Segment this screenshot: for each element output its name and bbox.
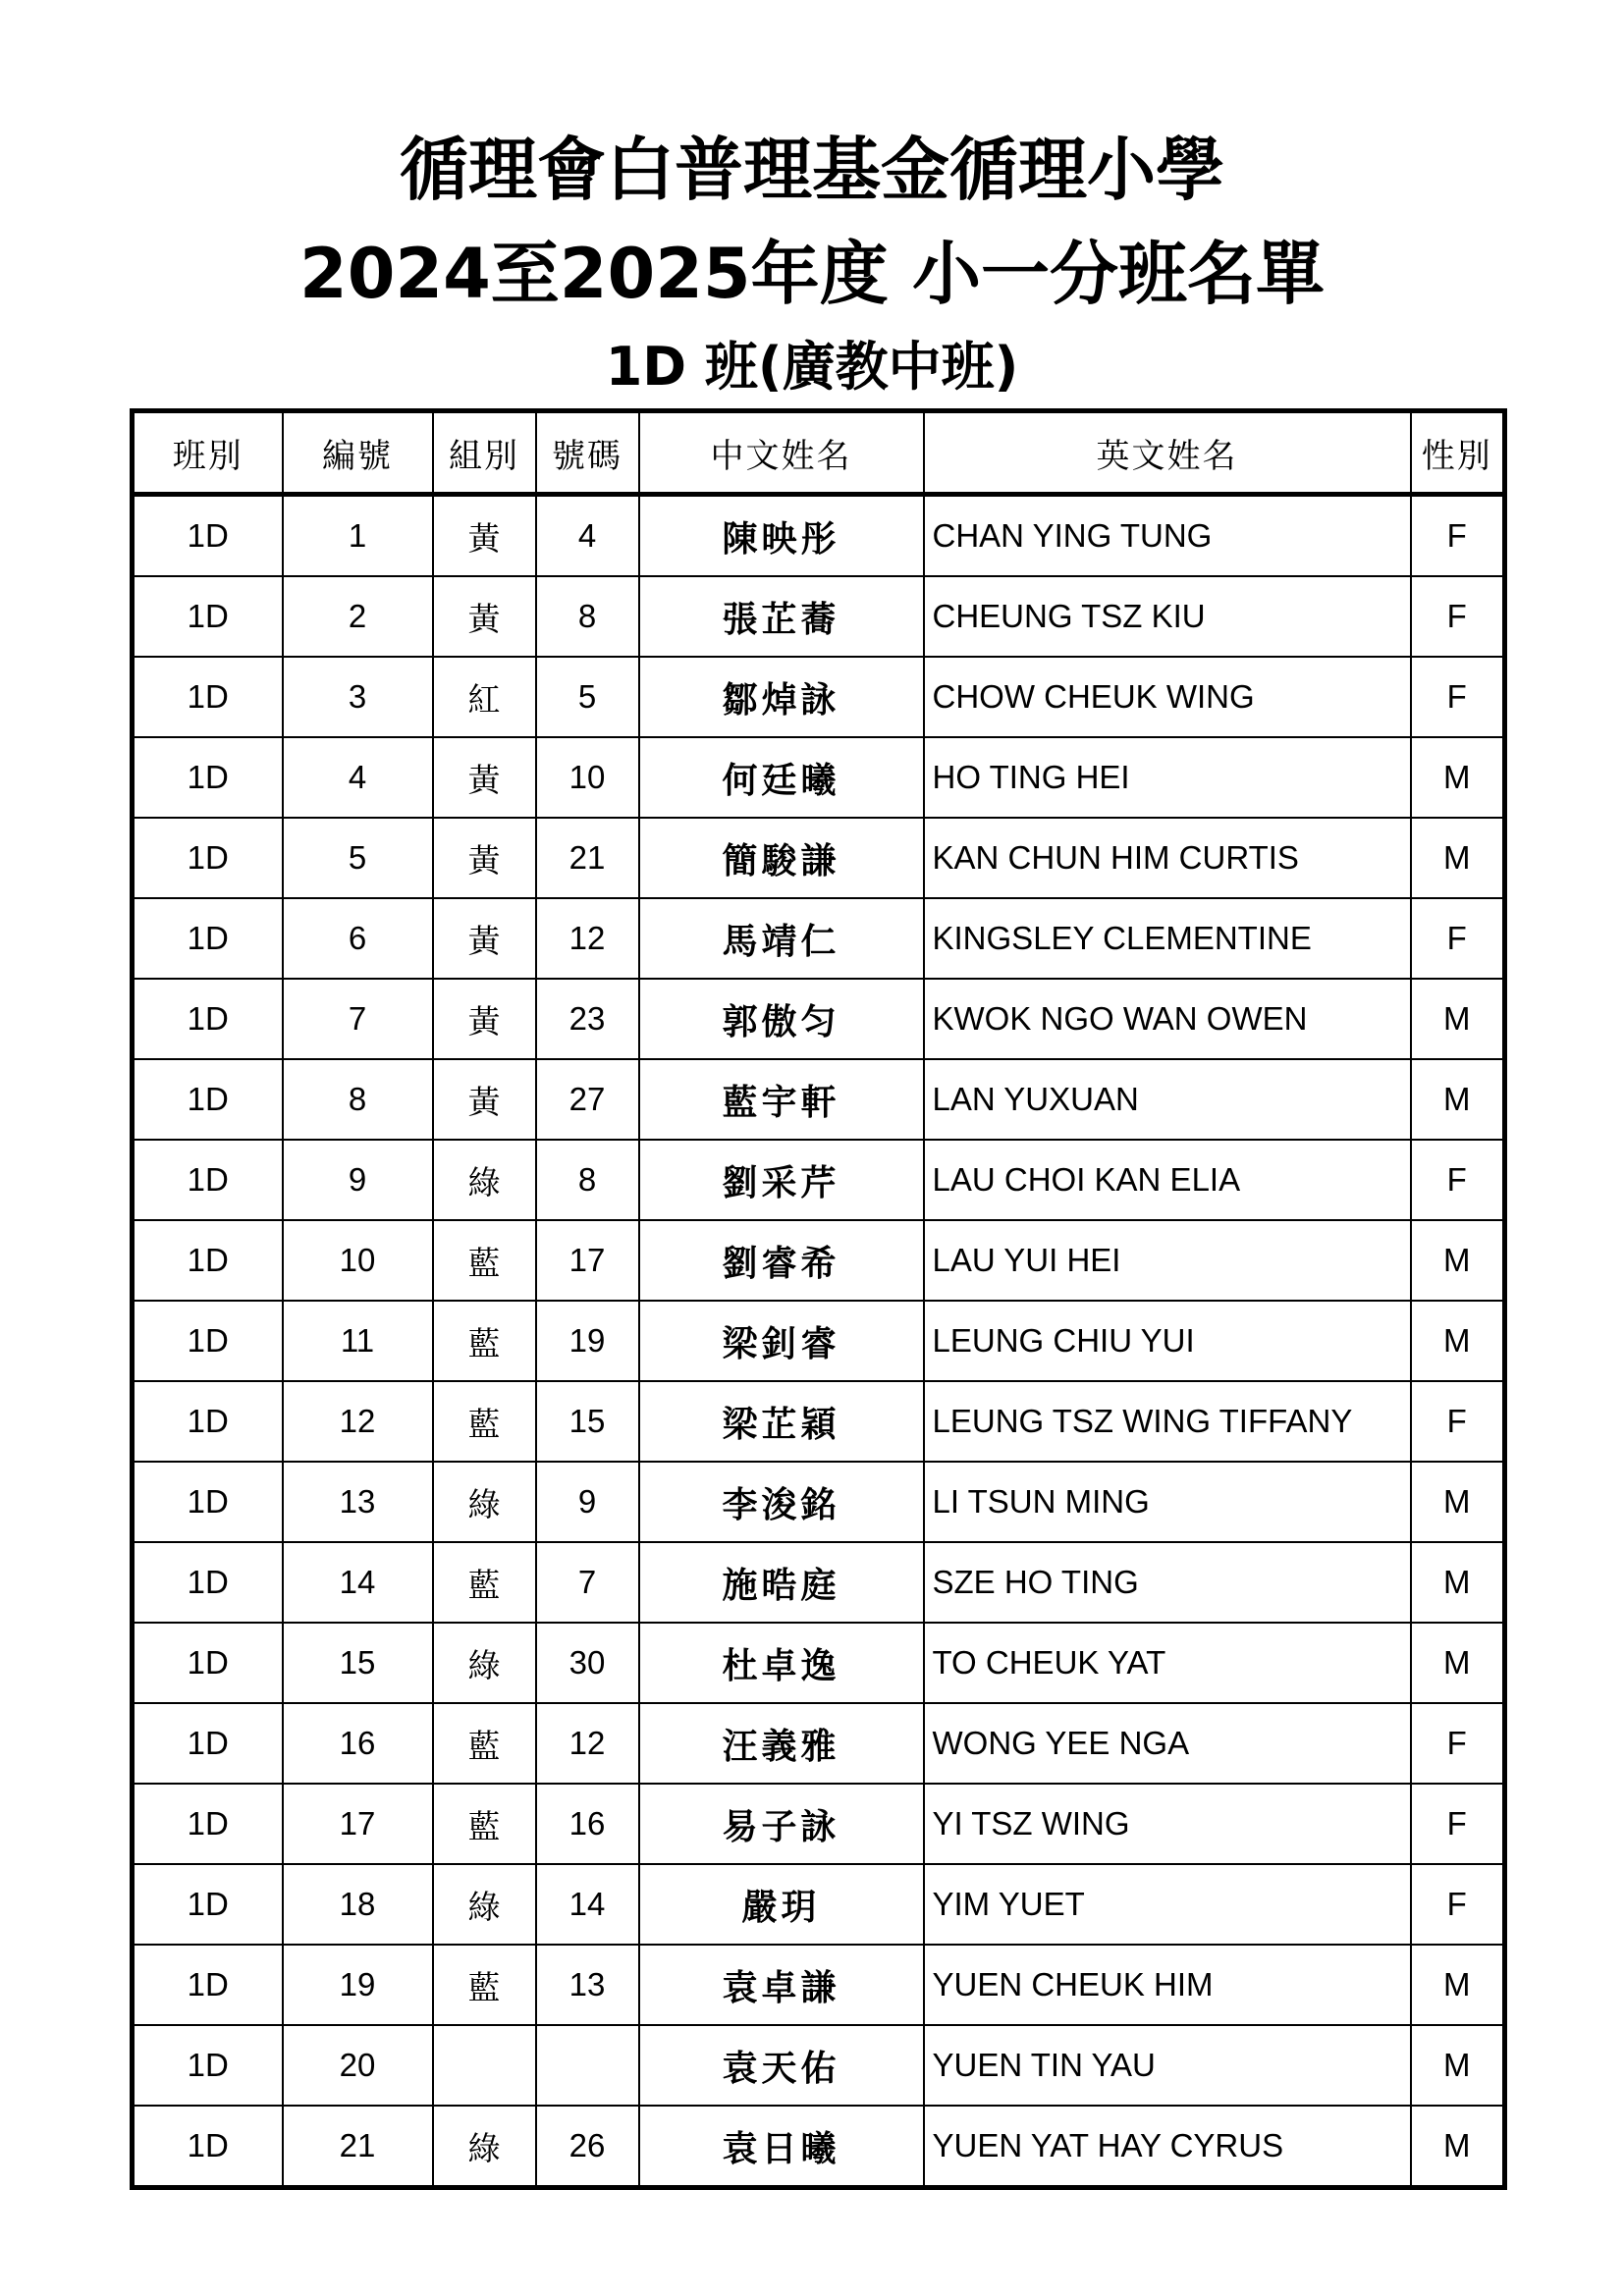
- cell-number: 14: [536, 1864, 639, 1945]
- header-row: [133, 411, 1505, 495]
- cell-gender: M: [1411, 1542, 1505, 1623]
- cell-number: 13: [536, 1945, 639, 2025]
- cell-gender: M: [1411, 1623, 1505, 1703]
- cell-class: 1D: [133, 1220, 283, 1301]
- cell-number: 23: [536, 979, 639, 1059]
- cell-number: 4: [536, 495, 639, 577]
- table-row: [133, 576, 1505, 657]
- roster-body: [133, 495, 1505, 2188]
- cell-class: 1D: [133, 1059, 283, 1140]
- table-row: [133, 657, 1505, 737]
- table-row: [133, 818, 1505, 898]
- cell-class: 1D: [133, 2025, 283, 2106]
- cell-number: 26: [536, 2106, 639, 2188]
- cell-chinese-name: 梁芷穎: [639, 1381, 924, 1462]
- cell-english-name: WONG YEE NGA: [924, 1703, 1411, 1784]
- cell-chinese-name: 鄒焯詠: [639, 657, 924, 737]
- cell-class: 1D: [133, 576, 283, 657]
- cell-english-name: YIM YUET: [924, 1864, 1411, 1945]
- cell-gender: M: [1411, 1945, 1505, 2025]
- cell-number: 30: [536, 1623, 639, 1703]
- cell-gender: F: [1411, 898, 1505, 979]
- cell-group: 藍: [433, 1784, 536, 1864]
- cell-class: 1D: [133, 1542, 283, 1623]
- cell-english-name: KAN CHUN HIM CURTIS: [924, 818, 1411, 898]
- cell-gender: M: [1411, 2106, 1505, 2188]
- cell-number: 8: [536, 1140, 639, 1220]
- table-row: [133, 1784, 1505, 1864]
- cell-english-name: HO TING HEI: [924, 737, 1411, 818]
- cell-group: 藍: [433, 1542, 536, 1623]
- table-row: [133, 979, 1505, 1059]
- cell-number: 12: [536, 898, 639, 979]
- cell-english-name: YUEN TIN YAU: [924, 2025, 1411, 2106]
- cell-class: 1D: [133, 495, 283, 577]
- cell-no: 13: [283, 1462, 433, 1542]
- cell-english-name: YUEN YAT HAY CYRUS: [924, 2106, 1411, 2188]
- cell-no: 6: [283, 898, 433, 979]
- cell-class: 1D: [133, 1381, 283, 1462]
- table-row: [133, 495, 1505, 577]
- cell-english-name: CHAN YING TUNG: [924, 495, 1411, 577]
- col-header-english-name: 英文姓名: [924, 411, 1411, 495]
- cell-english-name: LAU YUI HEI: [924, 1220, 1411, 1301]
- cell-group: [433, 2025, 536, 2106]
- cell-number: 27: [536, 1059, 639, 1140]
- cell-english-name: CHEUNG TSZ KIU: [924, 576, 1411, 657]
- cell-no: 19: [283, 1945, 433, 2025]
- cell-chinese-name: 何廷曦: [639, 737, 924, 818]
- cell-chinese-name: 藍宇軒: [639, 1059, 924, 1140]
- cell-class: 1D: [133, 1140, 283, 1220]
- cell-class: 1D: [133, 979, 283, 1059]
- cell-group: 綠: [433, 2106, 536, 2188]
- cell-gender: F: [1411, 495, 1505, 577]
- cell-class: 1D: [133, 1462, 283, 1542]
- cell-number: 5: [536, 657, 639, 737]
- cell-english-name: LEUNG TSZ WING TIFFANY: [924, 1381, 1411, 1462]
- cell-gender: F: [1411, 1140, 1505, 1220]
- cell-no: 9: [283, 1140, 433, 1220]
- cell-group: 黃: [433, 576, 536, 657]
- cell-class: 1D: [133, 1623, 283, 1703]
- cell-no: 1: [283, 495, 433, 577]
- cell-gender: F: [1411, 1864, 1505, 1945]
- cell-no: 2: [283, 576, 433, 657]
- cell-group: 黃: [433, 979, 536, 1059]
- cell-number: 21: [536, 818, 639, 898]
- cell-chinese-name: 袁天佑: [639, 2025, 924, 2106]
- cell-number: 15: [536, 1381, 639, 1462]
- cell-class: 1D: [133, 2106, 283, 2188]
- cell-number: 9: [536, 1462, 639, 1542]
- cell-gender: M: [1411, 818, 1505, 898]
- cell-number: [536, 2025, 639, 2106]
- cell-group: 黃: [433, 737, 536, 818]
- cell-no: 8: [283, 1059, 433, 1140]
- cell-class: 1D: [133, 1703, 283, 1784]
- cell-gender: M: [1411, 1220, 1505, 1301]
- cell-group: 黃: [433, 1059, 536, 1140]
- cell-gender: M: [1411, 737, 1505, 818]
- cell-class: 1D: [133, 1301, 283, 1381]
- cell-number: 16: [536, 1784, 639, 1864]
- cell-chinese-name: 李浚銘: [639, 1462, 924, 1542]
- table-row: [133, 1381, 1505, 1462]
- cell-chinese-name: 劉采芹: [639, 1140, 924, 1220]
- table-row: [133, 1864, 1505, 1945]
- table-row: [133, 1220, 1505, 1301]
- col-header-class: 班別: [133, 411, 283, 495]
- cell-chinese-name: 袁卓謙: [639, 1945, 924, 2025]
- cell-no: 10: [283, 1220, 433, 1301]
- cell-group: 黃: [433, 495, 536, 577]
- cell-group: 黃: [433, 818, 536, 898]
- cell-gender: F: [1411, 657, 1505, 737]
- cell-group: 藍: [433, 1703, 536, 1784]
- cell-chinese-name: 嚴玥: [639, 1864, 924, 1945]
- cell-gender: F: [1411, 1784, 1505, 1864]
- table-row: [133, 1623, 1505, 1703]
- cell-group: 綠: [433, 1140, 536, 1220]
- cell-gender: M: [1411, 979, 1505, 1059]
- cell-no: 12: [283, 1381, 433, 1462]
- cell-no: 20: [283, 2025, 433, 2106]
- table-row: [133, 1542, 1505, 1623]
- cell-gender: M: [1411, 1462, 1505, 1542]
- cell-gender: F: [1411, 1381, 1505, 1462]
- cell-english-name: LEUNG CHIU YUI: [924, 1301, 1411, 1381]
- cell-class: 1D: [133, 898, 283, 979]
- cell-chinese-name: 簡駿謙: [639, 818, 924, 898]
- cell-english-name: YUEN CHEUK HIM: [924, 1945, 1411, 2025]
- cell-gender: M: [1411, 1301, 1505, 1381]
- cell-english-name: KWOK NGO WAN OWEN: [924, 979, 1411, 1059]
- table-row: [133, 2025, 1505, 2106]
- table-row: [133, 1945, 1505, 2025]
- col-header-gender: 性別: [1411, 411, 1505, 495]
- cell-number: 8: [536, 576, 639, 657]
- cell-chinese-name: 袁日曦: [639, 2106, 924, 2188]
- col-header-number: 號碼: [536, 411, 639, 495]
- cell-group: 黃: [433, 898, 536, 979]
- cell-group: 綠: [433, 1864, 536, 1945]
- cell-chinese-name: 劉睿希: [639, 1220, 924, 1301]
- cell-number: 19: [536, 1301, 639, 1381]
- cell-chinese-name: 馬靖仁: [639, 898, 924, 979]
- cell-gender: M: [1411, 2025, 1505, 2106]
- table-row: [133, 1140, 1505, 1220]
- cell-english-name: SZE HO TING: [924, 1542, 1411, 1623]
- cell-class: 1D: [133, 1945, 283, 2025]
- cell-number: 12: [536, 1703, 639, 1784]
- cell-chinese-name: 郭傲匀: [639, 979, 924, 1059]
- cell-number: 10: [536, 737, 639, 818]
- cell-no: 14: [283, 1542, 433, 1623]
- table-row: [133, 737, 1505, 818]
- cell-number: 17: [536, 1220, 639, 1301]
- table-row: [133, 1059, 1505, 1140]
- table-row: [133, 2106, 1505, 2188]
- cell-group: 藍: [433, 1381, 536, 1462]
- cell-english-name: CHOW CHEUK WING: [924, 657, 1411, 737]
- cell-english-name: TO CHEUK YAT: [924, 1623, 1411, 1703]
- cell-english-name: LAU CHOI KAN ELIA: [924, 1140, 1411, 1220]
- col-header-no: 編號: [283, 411, 433, 495]
- table-row: [133, 898, 1505, 979]
- cell-group: 藍: [433, 1945, 536, 2025]
- cell-no: 7: [283, 979, 433, 1059]
- table-row: [133, 1301, 1505, 1381]
- cell-chinese-name: 張芷蕎: [639, 576, 924, 657]
- student-roster-table: [130, 408, 1507, 2190]
- cell-no: 15: [283, 1623, 433, 1703]
- col-header-chinese-name: 中文姓名: [639, 411, 924, 495]
- table-row: [133, 1462, 1505, 1542]
- cell-chinese-name: 汪義雅: [639, 1703, 924, 1784]
- cell-group: 綠: [433, 1462, 536, 1542]
- col-header-group: 組別: [433, 411, 536, 495]
- cell-no: 3: [283, 657, 433, 737]
- cell-chinese-name: 易子詠: [639, 1784, 924, 1864]
- cell-no: 5: [283, 818, 433, 898]
- cell-class: 1D: [133, 657, 283, 737]
- cell-number: 7: [536, 1542, 639, 1623]
- cell-gender: F: [1411, 576, 1505, 657]
- school-name-title: 循理會白普理基金循理小學: [400, 130, 1224, 210]
- cell-gender: F: [1411, 1703, 1505, 1784]
- cell-english-name: KINGSLEY CLEMENTINE: [924, 898, 1411, 979]
- cell-class: 1D: [133, 1784, 283, 1864]
- cell-group: 紅: [433, 657, 536, 737]
- cell-chinese-name: 梁釗睿: [639, 1301, 924, 1381]
- cell-gender: M: [1411, 1059, 1505, 1140]
- cell-class: 1D: [133, 737, 283, 818]
- cell-group: 藍: [433, 1301, 536, 1381]
- cell-no: 4: [283, 737, 433, 818]
- cell-no: 11: [283, 1301, 433, 1381]
- cell-class: 1D: [133, 818, 283, 898]
- cell-no: 21: [283, 2106, 433, 2188]
- cell-english-name: LAN YUXUAN: [924, 1059, 1411, 1140]
- class-list-title: 2024至2025年度 小一分班名單: [298, 234, 1326, 314]
- cell-group: 藍: [433, 1220, 536, 1301]
- cell-group: 綠: [433, 1623, 536, 1703]
- cell-no: 17: [283, 1784, 433, 1864]
- cell-chinese-name: 陳映彤: [639, 495, 924, 577]
- cell-class: 1D: [133, 1864, 283, 1945]
- cell-chinese-name: 杜卓逸: [639, 1623, 924, 1703]
- cell-chinese-name: 施晧庭: [639, 1542, 924, 1623]
- table-row: [133, 1703, 1505, 1784]
- cell-no: 16: [283, 1703, 433, 1784]
- cell-no: 18: [283, 1864, 433, 1945]
- cell-english-name: LI TSUN MING: [924, 1462, 1411, 1542]
- cell-english-name: YI TSZ WING: [924, 1784, 1411, 1864]
- class-heading: 1D 班(廣教中班): [605, 336, 1019, 398]
